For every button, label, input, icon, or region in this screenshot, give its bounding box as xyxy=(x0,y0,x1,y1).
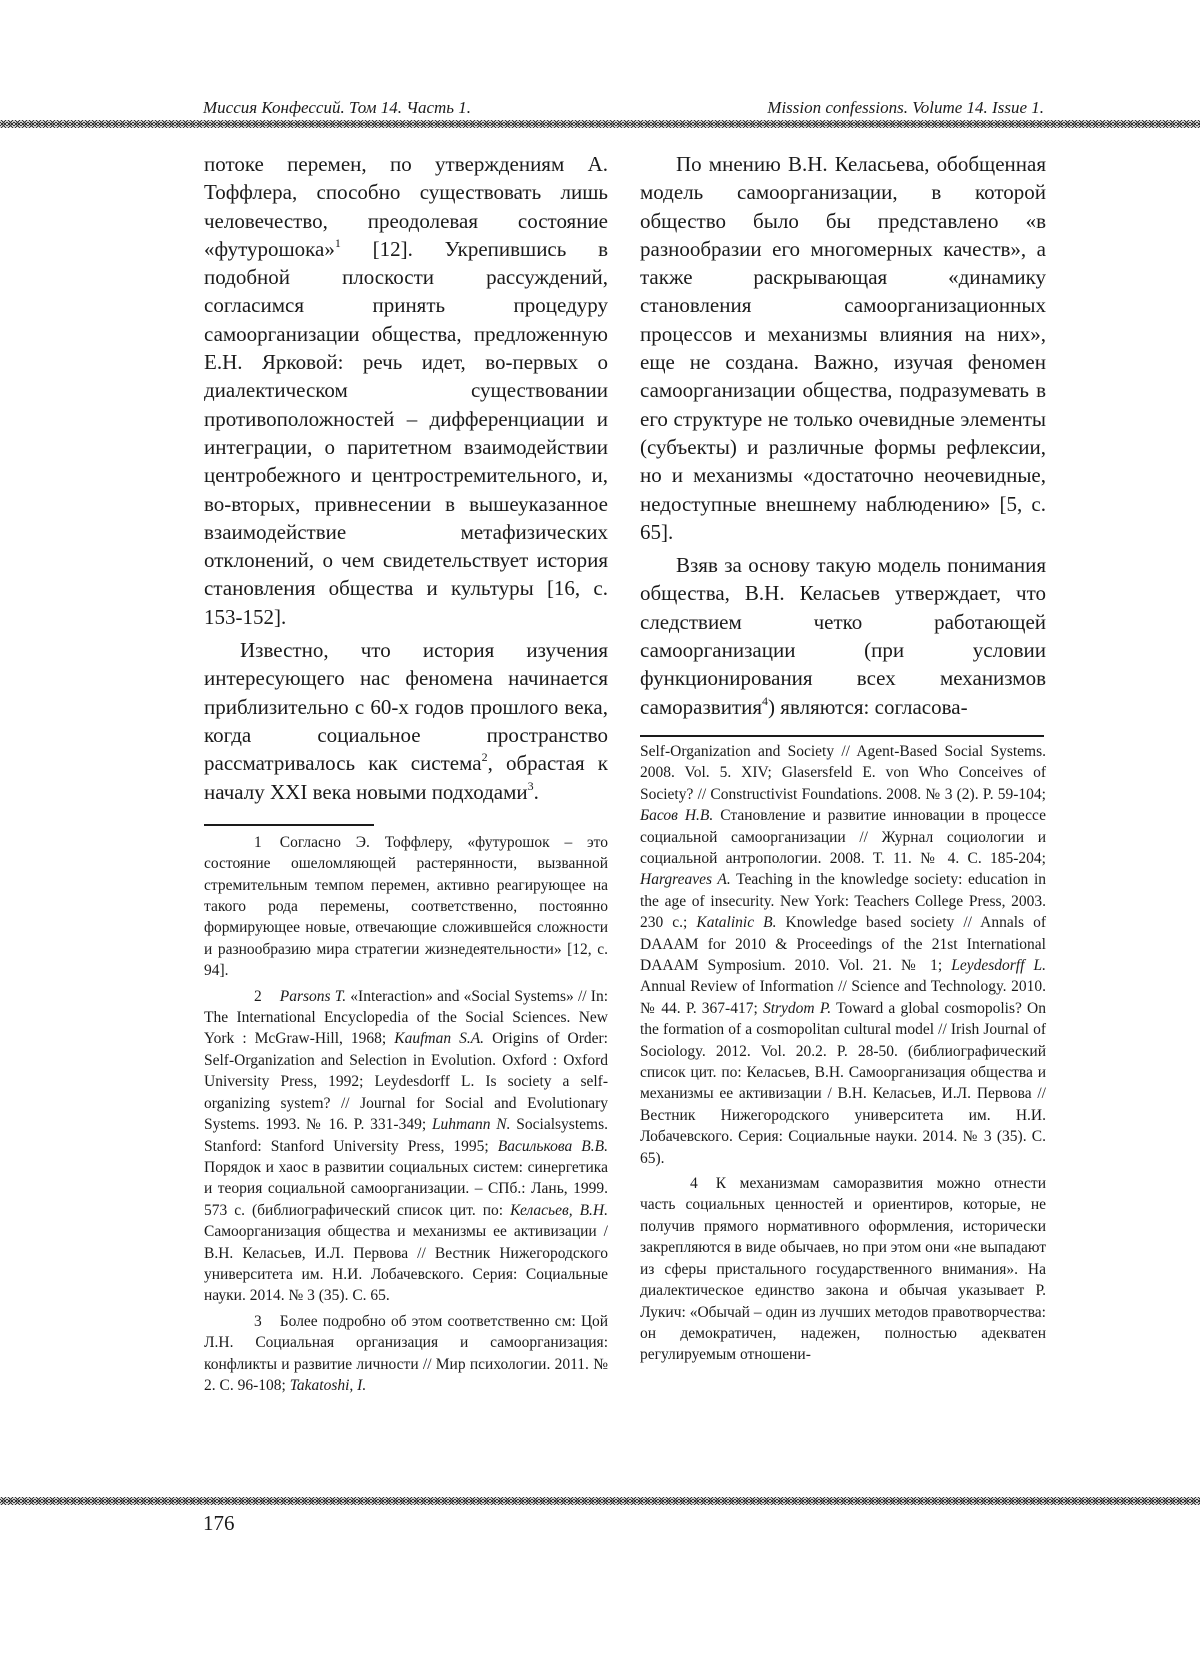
footnote-2-text-c: Socialsystems. Stanford: Stanford University Press, 1995; xyxy=(204,1116,608,1155)
footnote-2-text-d: Порядок и хаос в развитии социальных систем: синергетика и теория социальной самоорганизации. – СПб.: Лань, 1999. 573 с. (библиографический список цит. по: xyxy=(204,1158,608,1219)
footnote-separator-right xyxy=(640,735,1044,737)
right-column xyxy=(640,150,1046,1366)
footnote-2-text-b: Origins of Order: Self-Organization and Selection in Evolution. Oxford : Oxford University Press, 1992; Leydesdorff L. Is society a self-organizing system? // Journal for Social and Evolutionary Systems. 1993. № 16. P. 331-349; xyxy=(204,1030,608,1134)
header-journal-title-ru: Миссия Конфессий. Том 14. Часть 1. xyxy=(203,98,472,117)
footnote-3-cont-text-a: Self-Organization and Society // Agent-Based Social Systems. 2008. Vol. 5. XIV; Glasersfeld E. von Who Conceives of Society? // Constructivist Foundations. 2008. № 3 (2). P. 59-104; xyxy=(640,742,1046,803)
footnote-2-author-vasilkova: Василькова В.В. xyxy=(497,1137,608,1155)
right-paragraph-1: По мнению В.Н. Келасьева, обобщенная модель самоорганизации, в которой общество было бы представлено «в разнообразии его многомерных качеств», а также раскрывающая «динамику становления самоорганизационных процессов и механизмы влияния на них», еще не создана. Важно, изучая феномен самоорганизации общества, подразумевать в его структуре не только очевидные элементы (субъекты) и различные формы рефлексии, но и механизмы «достаточно неочевидные, недоступные внешнему наблюдению» [5, с. 65]. xyxy=(640,152,1046,544)
footnote-4-text: К механизмам саморазвития можно отнести часть социальных ценностей и ориентиров, которые, не получив прямого нормативного оформления, исторически закрепляются в виде обычаев, но при этом они «не выпадают из сферы пристального государственного внимания». На диалектическое единство закона и обычая указывает Р. Лукич: «Обычай – один из лучших методов правотворчества: он демократичен, надежен, полностью адекватен регулируемым отношени- xyxy=(640,1175,1046,1364)
footnote-4-number: 4 xyxy=(690,1175,698,1193)
footnote-ref-2: 2 xyxy=(481,750,488,765)
right-p2-text-b: ) являются: согласова- xyxy=(768,694,968,719)
footnote-4 xyxy=(640,1173,1046,1366)
footer-ornament-divider xyxy=(0,1497,1200,1505)
left-p2-text-b: , обрастая к началу XXI века новыми подходами xyxy=(204,751,608,804)
page-number: 176 xyxy=(203,1511,235,1535)
footnote-2-text-e: Самоорганизация общества и механизмы ее активизации / В.Н. Келасьев, И.Л. Первова // Вестник Нижегородского университета им. Н.И. Лобачевского. Серия: Социальные науки. 2014. № 3 (35). С. 65. xyxy=(204,1223,608,1305)
footnote-3-author-hargreaves: Hargreaves A. xyxy=(640,871,731,889)
left-p2-text-a: Известно, что история изучения интересующего нас феномена начинается приблизительно с 60-х годов прошлого века, когда социальное пространство рассматривалось как система xyxy=(204,638,608,776)
footnote-ref-3: 3 xyxy=(527,778,534,793)
left-p2-text-c: . xyxy=(533,779,539,804)
footnote-3-author-takatoshi: Takatoshi, I. xyxy=(289,1376,367,1394)
footnote-3-author-leydesdorff: Leydesdorff L. xyxy=(951,957,1046,974)
left-column xyxy=(204,150,608,1396)
footnote-3-number: 3 xyxy=(254,1312,262,1330)
footnote-3-cont-text-e: Annual Review of Information // Science and Technology. 2010. № 44. P. 367-417; xyxy=(640,978,1046,1017)
left-paragraph-1 xyxy=(204,150,608,631)
footnote-3-cont-text-b: Становление и развитие инновации в процессе социальной самоорганизации // Журнал социологии и социальной антропологии. 2008. Т. 11. № 4. С. 185-204; xyxy=(640,807,1046,867)
left-p1-end-text: [12]. Укрепившись в подобной плоскости рассуждений, согласимся принять процедуру самоорганизации общества, предложенную Е.Н. Ярковой: речь идет, во-первых о диалектическом существовании противоположностей – дифференциации и интеграции, о паритетном взаимодействии центробежного и центростремительного, и, во-вторых, привнесении в вышеуказанное взаимодействие метафизических отклонений, о чем свидетельствует история становления общества и культуры [16, с. 153-152]. xyxy=(204,236,608,629)
footnote-3-cont-text-c: Teaching in the knowledge society: education in the age of insecurity. New York: Teachers College Press, 2003. 230 с.; xyxy=(640,871,1046,932)
right-paragraph-2 xyxy=(640,551,1046,721)
footnote-3-author-basov: Басов Н.В. xyxy=(640,807,714,825)
footnote-1-text: Согласно Э. Тоффлеру, «футурошок – это состояние ошеломляющей растерянности, вызванной стремительным темпом перемен, активно реагирующее на такого рода перемены, соответственно, постоянно формирующее новые, отвечающие сложившейся сложности и разнообразию мира стратегии жизнедеятельности» [12, с. 94]. xyxy=(204,833,608,980)
footnote-2 xyxy=(204,986,608,1307)
footnote-2-author-luhmann: Luhmann N. xyxy=(431,1116,511,1134)
footnote-ref-1: 1 xyxy=(334,235,341,250)
footnote-ref-4: 4 xyxy=(762,693,769,708)
footnote-2-author-parsons: Parsons T. xyxy=(279,987,347,1005)
footnote-2-author-kelasev: Келасьев, В.Н. xyxy=(510,1201,608,1219)
left-paragraph-2 xyxy=(204,636,608,806)
header-ornament-divider xyxy=(0,120,1200,128)
footnote-3-author-strydom: Strydom P. xyxy=(762,999,832,1017)
footnote-2-author-kaufman: Kaufman S.A. xyxy=(394,1030,485,1048)
header-journal-title-en: Mission confessions. Volume 14. Issue 1. xyxy=(767,98,1044,117)
footnote-2-text-a: «Interaction» and «Social Systems» // In: The International Encyclopedia of the Social Sciences. New York : McGraw-Hill, 1968; xyxy=(204,987,608,1048)
footnote-3-author-katalinic: Katalinic B. xyxy=(696,914,777,932)
running-header xyxy=(203,96,1044,122)
footnote-2-number: 2 xyxy=(254,987,262,1005)
footnote-1 xyxy=(204,832,608,982)
footnote-1-number: 1 xyxy=(254,833,262,851)
footnote-3 xyxy=(204,1311,608,1397)
footnote-separator xyxy=(204,824,374,826)
right-p2-text-a: Взяв за основу такую модель понимания общества, В.Н. Келасьев утверждает, что следствием четко работающей самоорганизации (при условии функционирования всех механизмов саморазвития xyxy=(640,553,1046,719)
footnote-3-text-a: Более подробно об этом соответственно см: Цой Л.Н. Социальная организация и самоорганизация: конфликты и развитие личности // Мир психологии. 2011. № 2. С. 96-108; xyxy=(204,1312,608,1394)
left-p1-text: потоке перемен, по утверждениям А. Тоффлера, способно существовать лишь человечество, преодолевая состояние «футурошока» xyxy=(204,152,608,261)
footnote-3-continued xyxy=(640,741,1046,1169)
footnote-3-cont-text-d: Knowledge based society // Annals of DAAAM for 2010 & Proceedings of the 21st International DAAAM Symposium. 2010. Vol. 21. № 1; xyxy=(640,914,1046,974)
footnote-3-cont-text-f: Toward a global cosmopolis? On the formation of a cosmopolitan cultural model // Irish Journal of Sociology. 2012. Vol. 20.2. P. 28-50. (библиографический список цит. по: Келасьев, В.Н. Самоорганизация общества и механизмы ее активизации / В.Н. Келасьев, И.Л. Первова // Вестник Нижегородского университета им. Н.И. Лобачевского. Серия: Социальные науки. 2014. № 3 (35). С. 65). xyxy=(640,999,1046,1167)
